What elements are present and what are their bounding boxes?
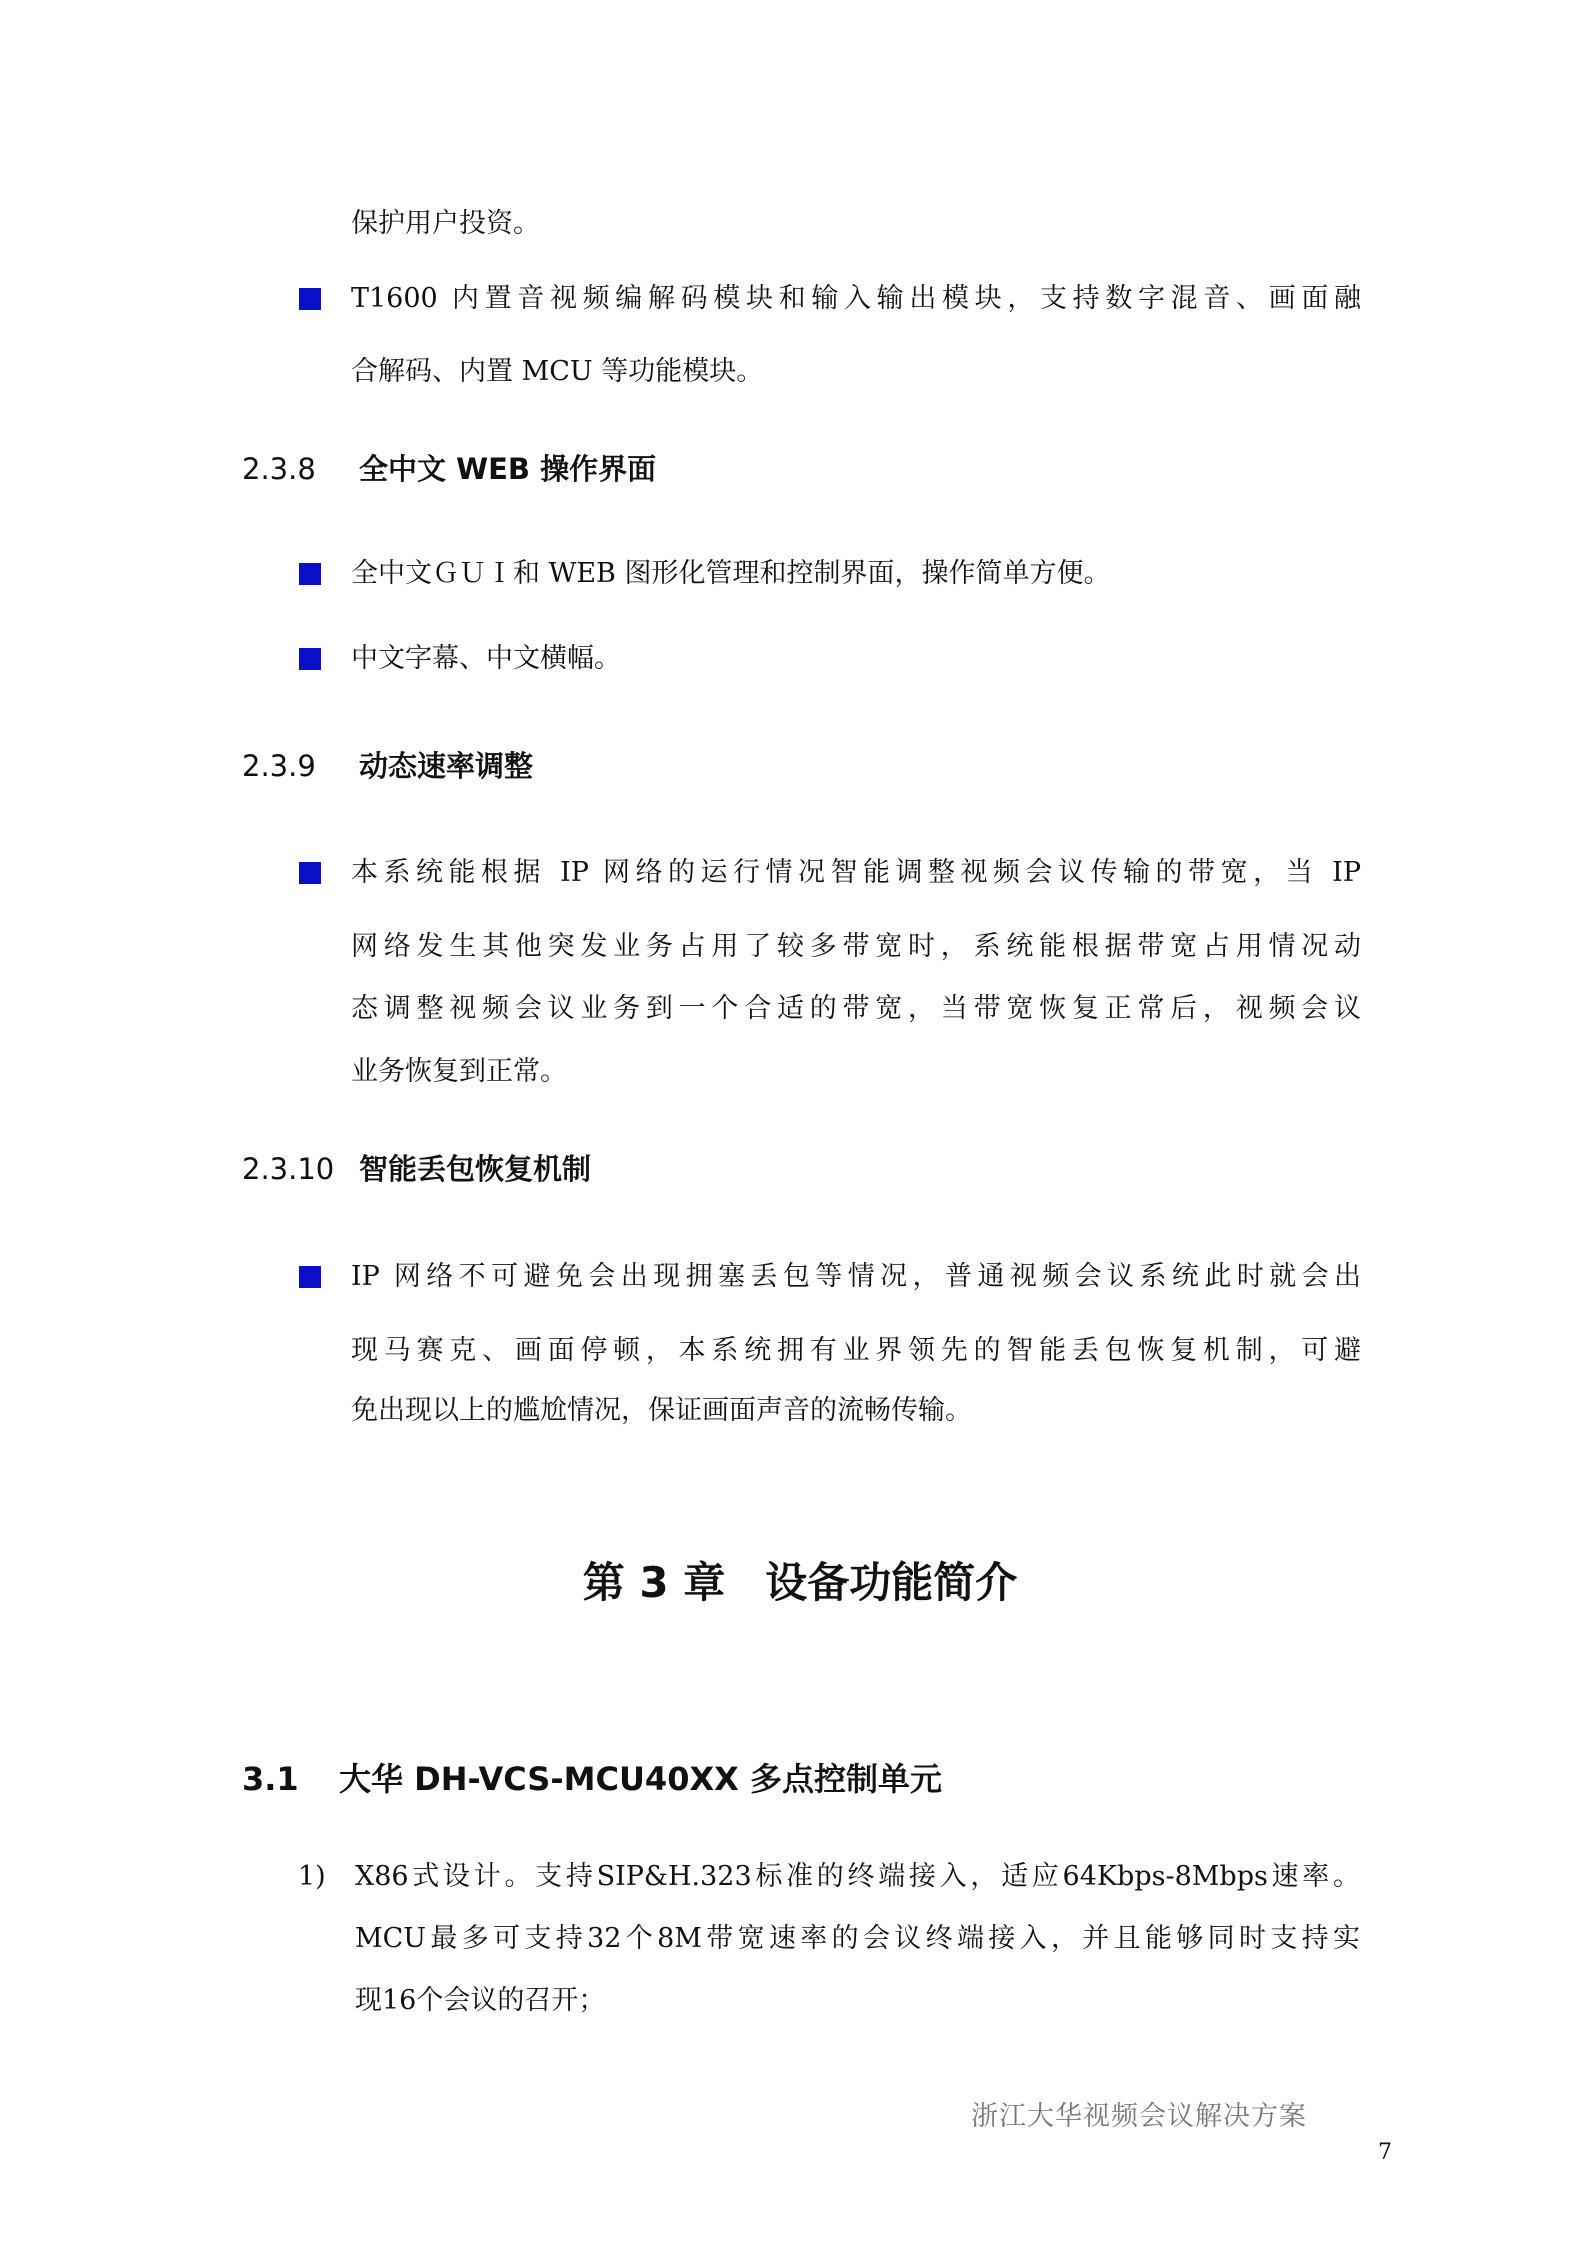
bullet-square-icon xyxy=(299,648,321,670)
section-number: 2.3.9 xyxy=(242,749,316,783)
page-number: 7 xyxy=(1378,2140,1392,2165)
list-marker: 1) xyxy=(298,1861,326,1892)
paragraph-line: 全中文ＧＵＩ和 WEB 图形化管理和控制界面，操作简单方便。 xyxy=(351,558,1111,589)
bullet-square-icon xyxy=(299,1266,321,1288)
section-title: 动态速率调整 xyxy=(359,749,534,783)
paragraph-line: 保护用户投资。 xyxy=(351,208,540,239)
footer-title: 浙江大华视频会议解决方案 xyxy=(971,2101,1307,2132)
paragraph-line: 业务恢复到正常。 xyxy=(351,1056,567,1087)
paragraph-line: 网络发生其他突发业务占用了较多带宽时，系统能根据带宽占用情况动 xyxy=(351,931,1361,962)
list-item-line: X86式设计。支持SIP&H.323标准的终端接入，适应64Kbps-8Mbps速率。 xyxy=(355,1861,1360,1892)
paragraph-line: IP 网络不可避免会出现拥塞丢包等情况，普通视频会议系统此时就会出 xyxy=(351,1261,1361,1292)
section-number: 3.1 xyxy=(242,1760,299,1798)
section-heading-2-3-8 xyxy=(242,449,656,489)
paragraph-line: 现马赛克、画面停顿，本系统拥有业界领先的智能丢包恢复机制，可避 xyxy=(351,1335,1361,1366)
bullet-square-icon xyxy=(299,563,321,585)
chapter-heading xyxy=(0,1558,1587,1608)
paragraph-line: 态调整视频会议业务到一个合适的带宽，当带宽恢复正常后，视频会议 xyxy=(351,993,1361,1024)
list-item-line: 现16个会议的召开； xyxy=(355,1985,606,2016)
section-number: 2.3.8 xyxy=(242,452,316,486)
paragraph-line: 免出现以上的尴尬情况，保证画面声音的流畅传输。 xyxy=(351,1395,972,1426)
bullet-square-icon xyxy=(299,288,321,310)
paragraph-line: 本系统能根据 IP 网络的运行情况智能调整视频会议传输的带宽，当 IP xyxy=(351,857,1361,888)
paragraph-line: T1600 内置音视频编解码模块和输入输出模块，支持数字混音、画面融 xyxy=(351,283,1361,314)
paragraph-line: 中文字幕、中文横幅。 xyxy=(351,643,621,674)
section-title: 大华 DH-VCS-MCU40XX 多点控制单元 xyxy=(339,1760,942,1798)
paragraph-line: 合解码、内置 MCU 等功能模块。 xyxy=(351,356,764,387)
section-title: 智能丢包恢复机制 xyxy=(359,1152,592,1186)
section-title: 全中文 WEB 操作界面 xyxy=(359,452,657,486)
section-number: 2.3.10 xyxy=(242,1152,335,1186)
bullet-square-icon xyxy=(299,862,321,884)
list-item-line: MCU最多可支持32个8M带宽速率的会议终端接入，并且能够同时支持实 xyxy=(355,1923,1360,1954)
chapter-title: 设备功能简介 xyxy=(765,1558,1018,1607)
section-heading-2-3-9 xyxy=(242,746,533,786)
section-heading-2-3-10 xyxy=(242,1149,591,1189)
chapter-label: 第 3 章 xyxy=(582,1558,726,1607)
section-heading-3-1 xyxy=(242,1757,942,1801)
